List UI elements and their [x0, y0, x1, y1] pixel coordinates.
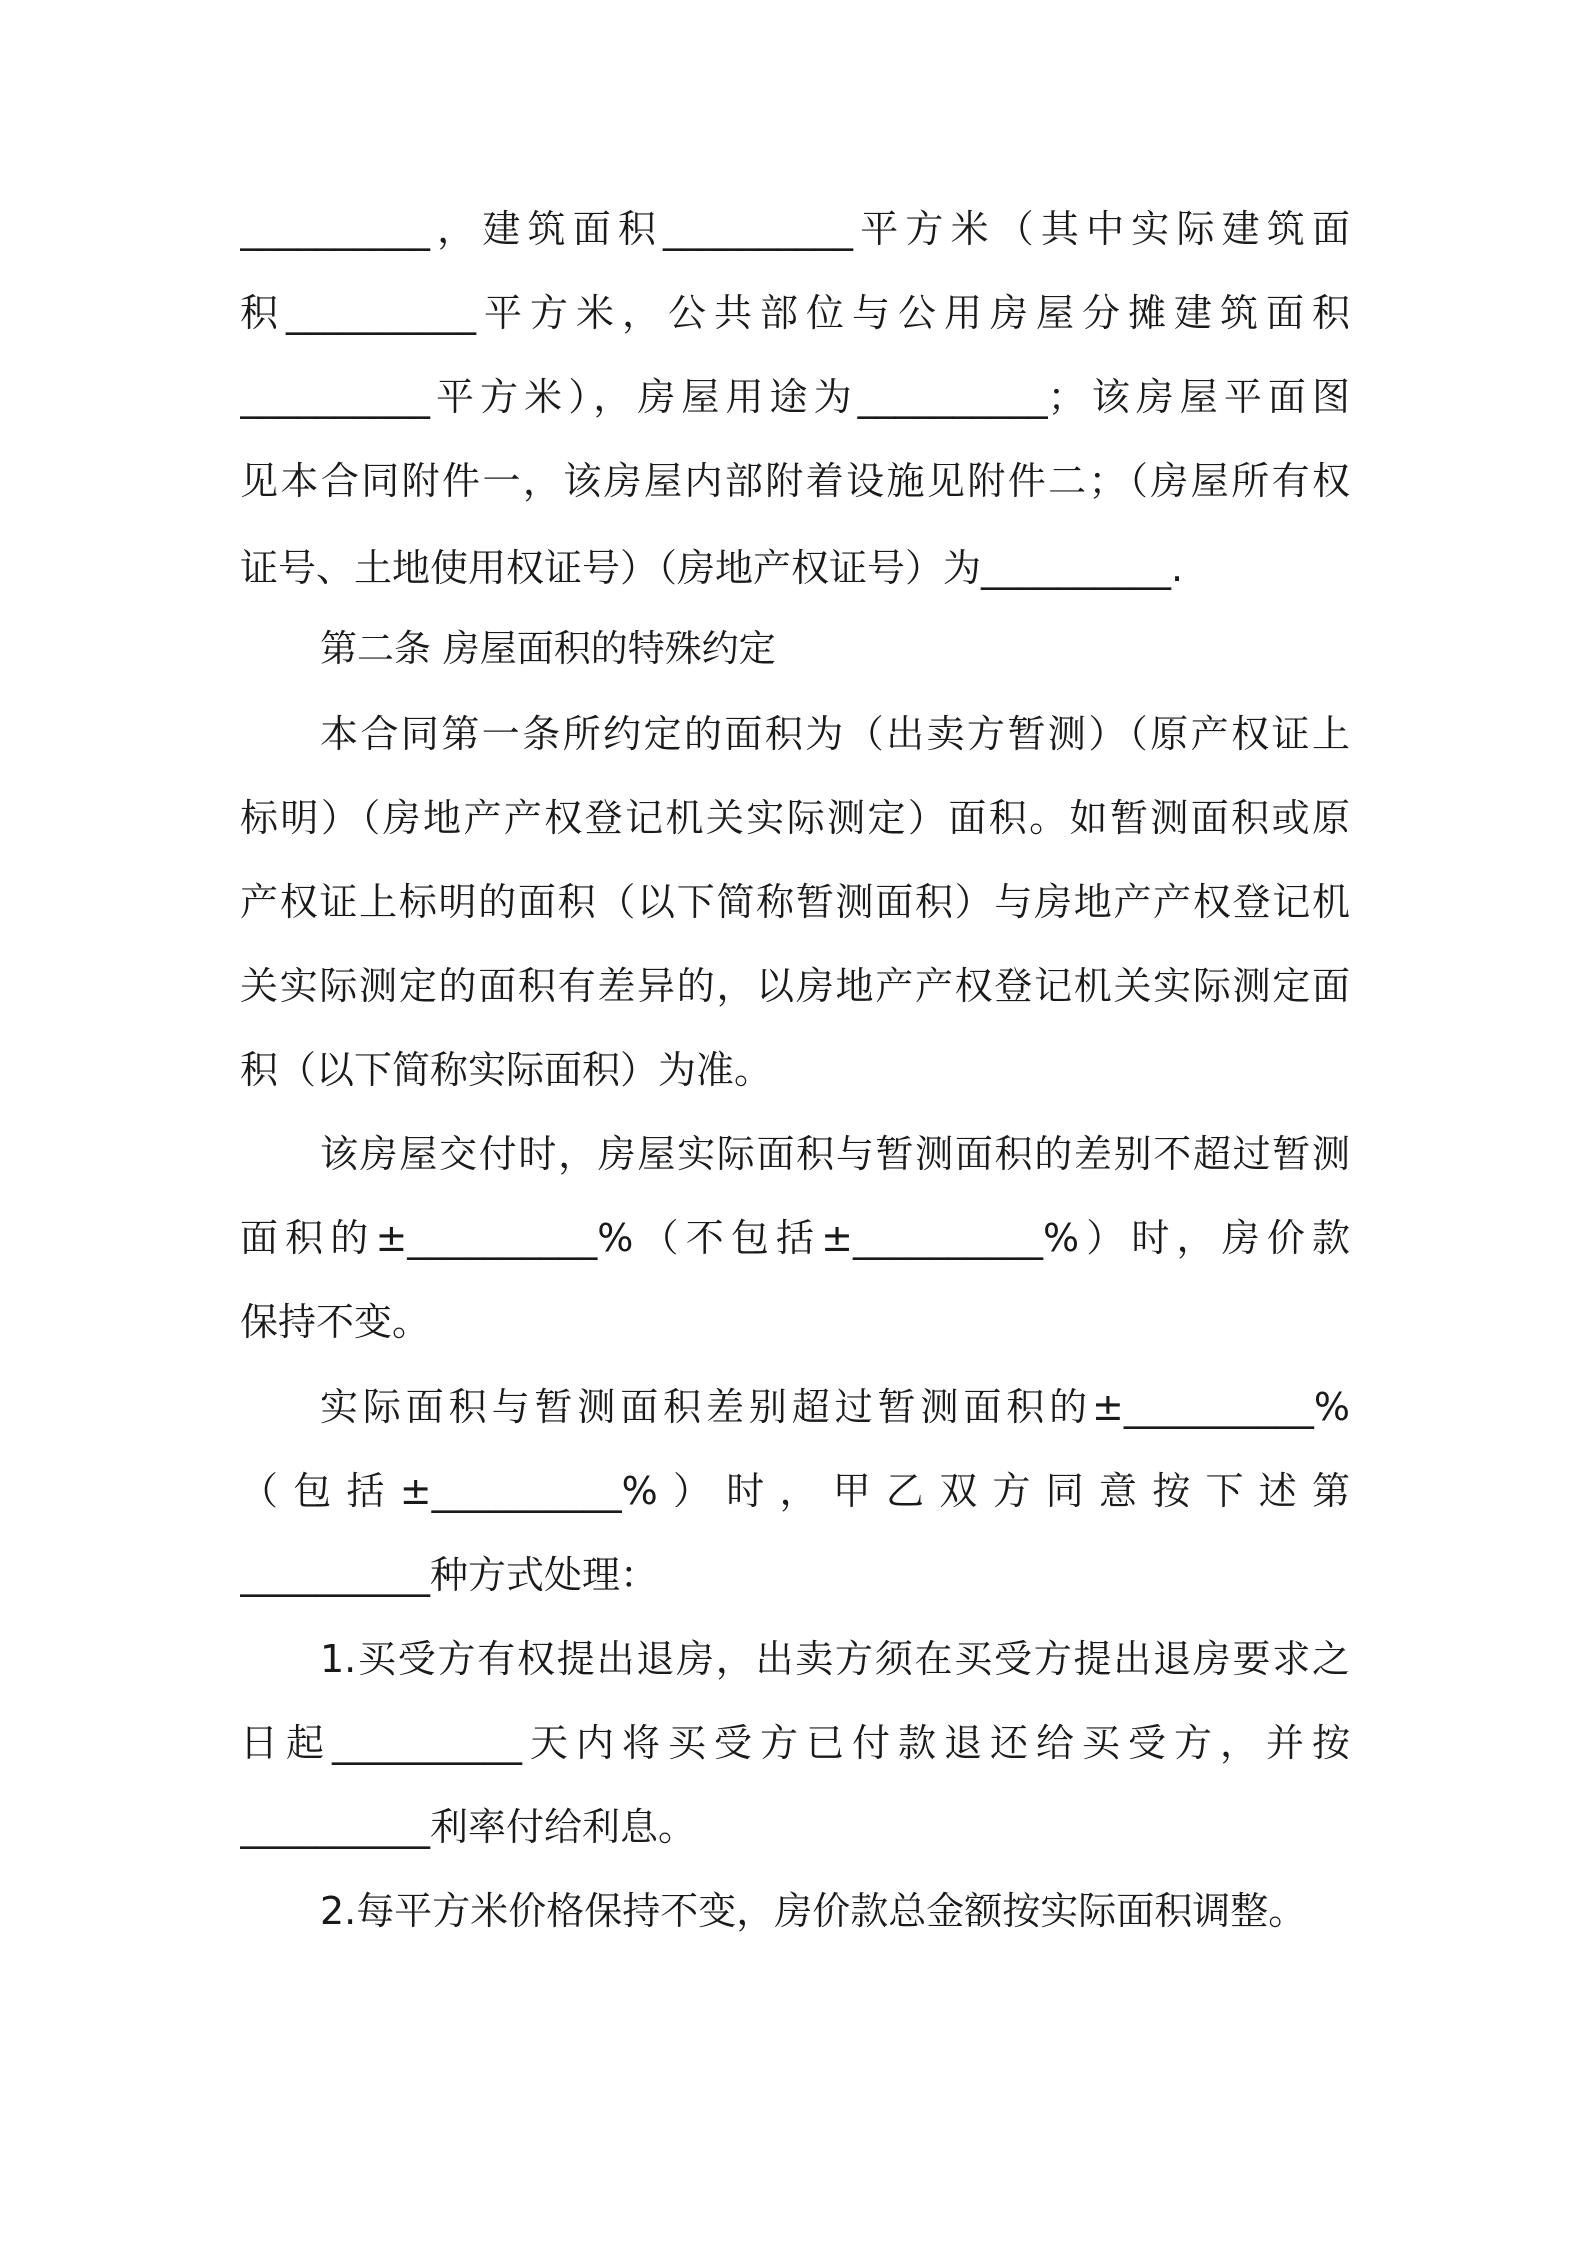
text-line: 实际面积与暂测面积差别超过暂测面积的±__________%	[320, 1385, 1350, 1429]
text-line: 日起__________天内将买受方已付款退还给买受方，并按	[240, 1721, 1350, 1765]
text-line: 本合同第一条所约定的面积为（出卖方暂测）（原产权证上	[320, 712, 1350, 756]
text-line: 面积的±__________%（不包括±__________%）时，房价款	[240, 1216, 1350, 1260]
text-line: 保持不变。	[240, 1300, 431, 1344]
text-line: 积（以下简称实际面积）为准。	[240, 1048, 773, 1092]
text-line: 积__________平方米，公共部位与公用房屋分摊建筑面积	[240, 291, 1350, 335]
text-line: 见本合同附件一，该房屋内部附着设施见附件二；（房屋所有权	[240, 459, 1350, 503]
text-line: 关实际测定的面积有差异的，以房地产产权登记机关实际测定面	[240, 964, 1350, 1008]
text-line: __________，建筑面积__________平方米（其中实际建筑面	[240, 207, 1350, 251]
text-line: 标明）（房地产产权登记机关实际测定）面积。如暂测面积或原	[240, 796, 1350, 840]
text-line: 证号、土地使用权证号）（房地产权证号）为__________.	[240, 546, 1184, 590]
section-heading: 第二条 房屋面积的特殊约定	[320, 627, 776, 670]
text-line: __________利率付给利息。	[240, 1805, 697, 1849]
text-line: __________平方米），房屋用途为__________；该房屋平面图	[240, 375, 1350, 419]
text-line: __________种方式处理：	[240, 1553, 659, 1597]
text-line: 2.每平方米价格保持不变，房价款总金额按实际面积调整。	[320, 1889, 1307, 1933]
text-line: 1.买受方有权提出退房，出卖方须在买受方提出退房要求之	[320, 1637, 1350, 1681]
text-line: （包括±__________%）时，甲乙双方同意按下述第	[240, 1469, 1350, 1513]
text-line: 该房屋交付时，房屋实际面积与暂测面积的差别不超过暂测	[320, 1132, 1350, 1176]
text-line: 产权证上标明的面积（以下简称暂测面积）与房地产产权登记机	[240, 880, 1350, 924]
